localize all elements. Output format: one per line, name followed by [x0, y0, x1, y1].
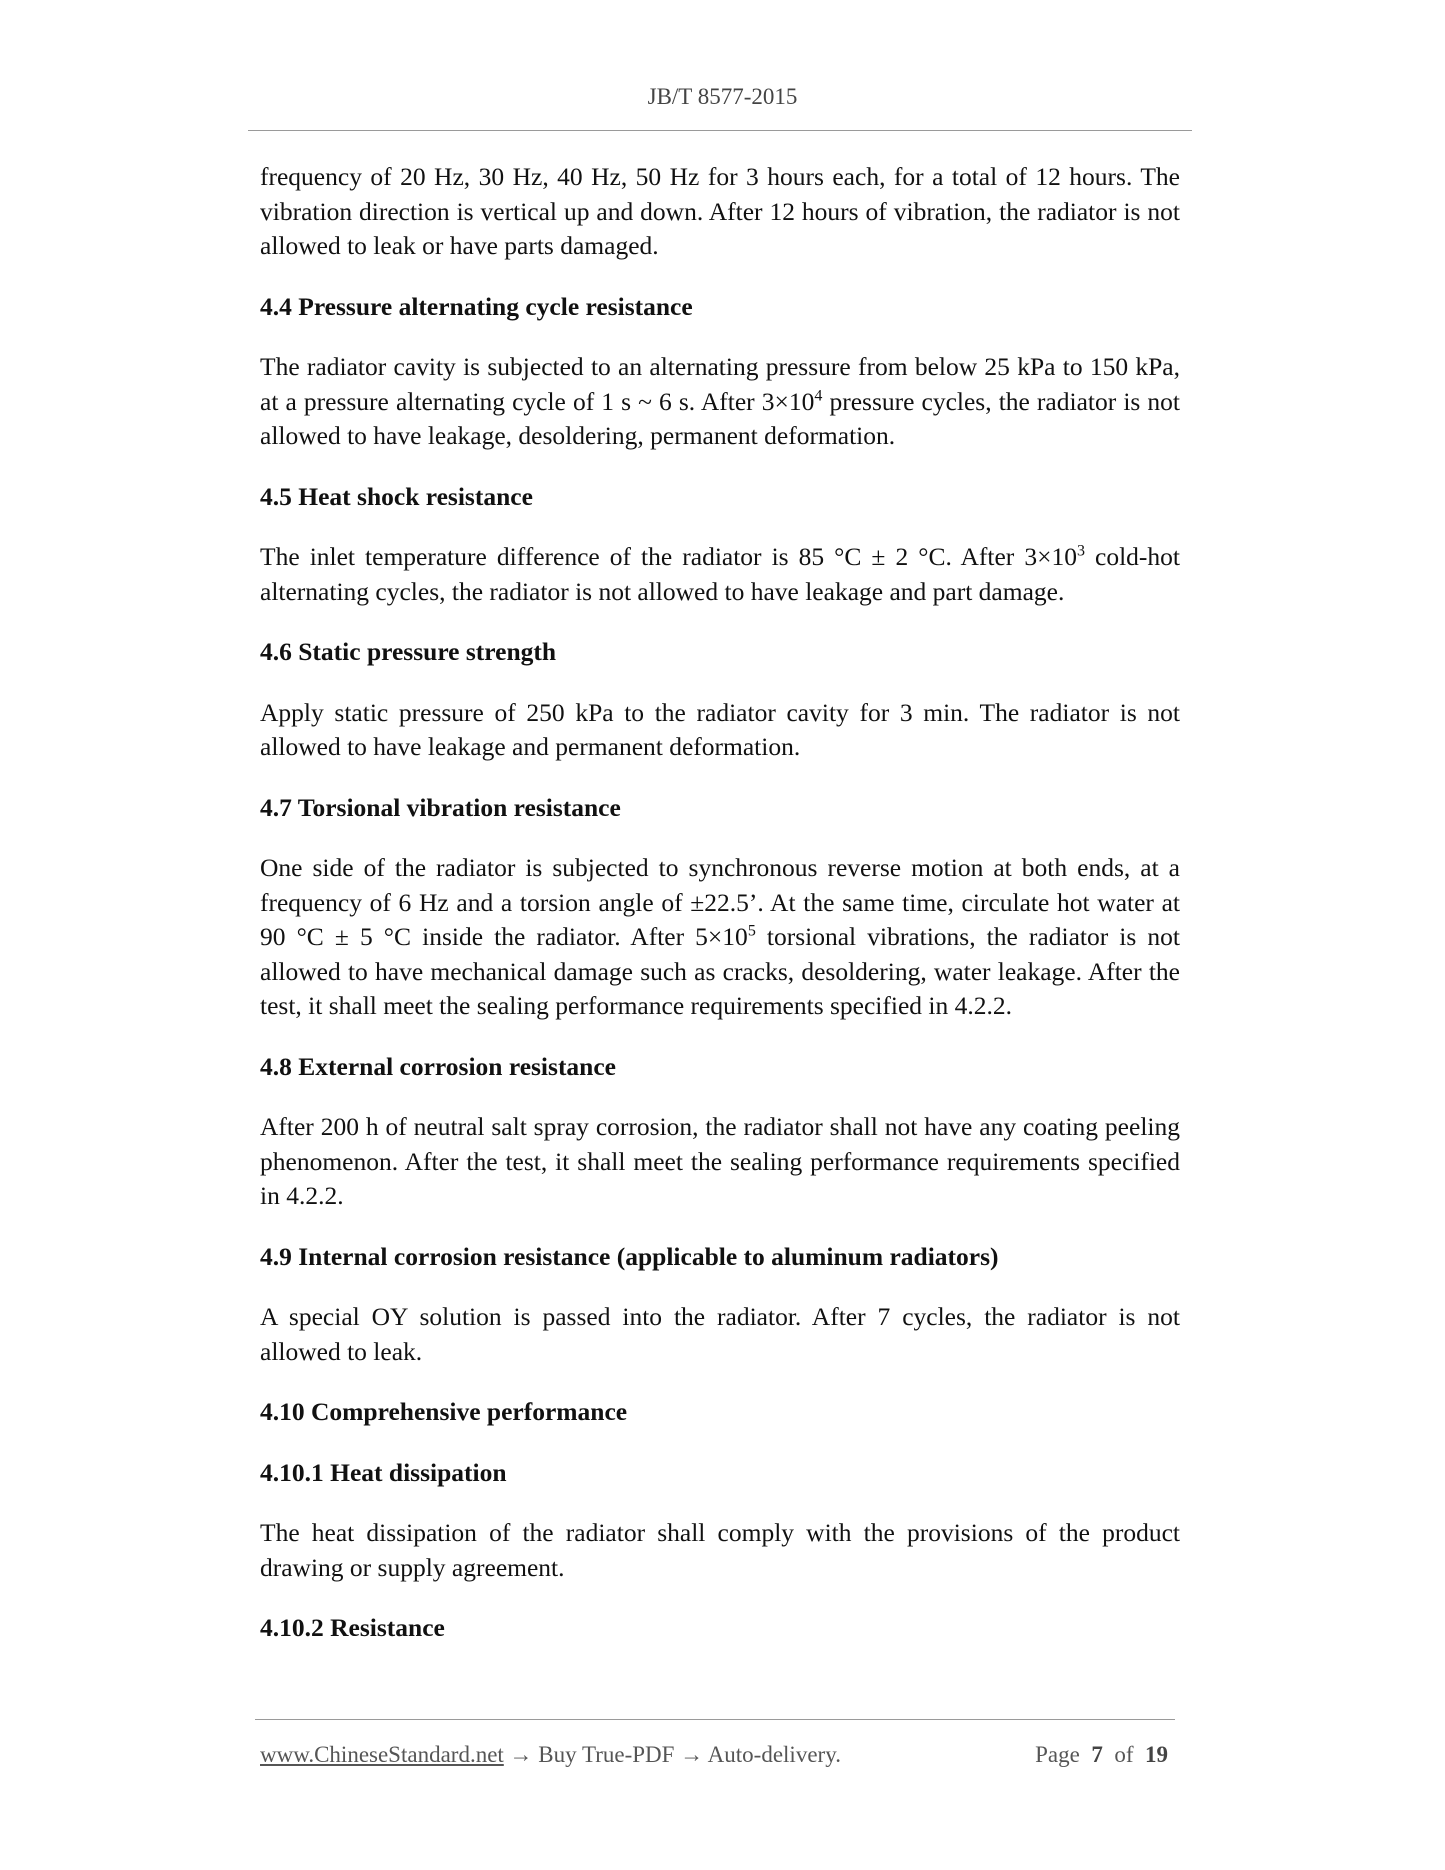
section-4-4-exponent: 4 [814, 387, 823, 404]
page-of: of [1114, 1742, 1134, 1767]
section-4-10-1-paragraph: The heat dissipation of the radiator shall comply with the provisions of the product drawing or supply agreement. [260, 1518, 1180, 1582]
section-4-4-heading: 4.4 Pressure alternating cycle resistance [260, 291, 693, 321]
page-label: Page [1035, 1742, 1080, 1767]
document-id-header: JB/T 8577-2015 [647, 84, 798, 109]
section-4-7-text-a: One side of the radiator is subjected to synchronous reverse motion at both ends, at a frequency of 6 Hz and a torsion angle of ±22.5’. At the same time, circulate hot water at 90 °C ± 5 °C inside the radiator. After 5×10 [260, 853, 1180, 951]
section-4-9-heading: 4.9 Internal corrosion resistance (applicable to aluminum radiators) [260, 1241, 999, 1271]
section-4-10-heading: 4.10 Comprehensive performance [260, 1397, 628, 1426]
section-4-5-paragraph [260, 540, 1180, 609]
section-4-5-exponent: 3 [1076, 542, 1085, 560]
header-divider [248, 130, 1192, 131]
buy-text: Buy True-PDF [538, 1742, 675, 1767]
section-4-7-paragraph [260, 851, 1180, 1024]
section-4-5-heading: 4.5 Heat shock resistance [260, 481, 533, 511]
section-4-10-2-heading: 4.10.2 Resistance [260, 1613, 445, 1642]
section-4-4-text-a: The radiator cavity is subjected to an alternating pressure from below 25 kPa to 150 kPa, at a pressure alternating cycle of 1 s ~ 6 s. After 3×10 [260, 352, 1180, 416]
page-total: 19 [1145, 1742, 1168, 1767]
section-4-4-paragraph [260, 350, 1180, 454]
section-4-8-paragraph: After 200 h of neutral salt spray corrosion, the radiator shall not have any coating peeling phenomenon. After the test, it shall meet the sealing performance requirements specified in 4.2.2. [260, 1112, 1180, 1210]
section-4-6-heading: 4.6 Static pressure strength [260, 637, 557, 666]
section-4-7-exponent: 5 [747, 922, 756, 940]
section-4-10-1-heading: 4.10.1 Heat dissipation [260, 1457, 507, 1487]
page-number [1035, 1742, 1168, 1768]
arrow-icon: → [674, 1742, 708, 1767]
section-4-8-heading: 4.8 External corrosion resistance [260, 1051, 617, 1081]
section-4-5-text-a: The inlet temperature difference of the radiator is 85 °C ± 2 °C. After 3×10 [260, 542, 1077, 571]
section-4-6-paragraph: Apply static pressure of 250 kPa to the radiator cavity for 3 min. The radiator is not allowed to have leakage and permanent deformation. [260, 697, 1180, 761]
section-4-4-text-b: pressure cycles, the radiator is not allowed to have leakage, desoldering, permanent deformation. [260, 386, 1180, 450]
delivery-text: Auto-delivery. [707, 1742, 841, 1767]
site-link[interactable]: www.ChineseStandard.net [260, 1742, 504, 1767]
footer-divider [255, 1719, 1175, 1720]
section-4-7-text-b: torsional vibrations, the radiator is not allowed to have mechanical damage such as cracks, desoldering, water leakage. After the test, it shall meet the sealing performance requirements specified in 4.2.2. [260, 922, 1180, 1020]
arrow-icon: → [503, 1742, 539, 1767]
page-current: 7 [1091, 1742, 1103, 1767]
footer-promo [260, 1742, 841, 1768]
intro-paragraph: frequency of 20 Hz, 30 Hz, 40 Hz, 50 Hz for 3 hours each, for a total of 12 hours. The vibration direction is vertical up and down. After 12 hours of vibration, the radiator is not allowed to leak or have parts damaged. [260, 162, 1180, 260]
section-4-5-text-b: cold-hot alternating cycles, the radiator is not allowed to have leakage and part damage. [260, 542, 1180, 606]
section-4-7-heading: 4.7 Torsional vibration resistance [260, 792, 621, 822]
document-body [260, 160, 1180, 1672]
section-4-9-paragraph: A special OY solution is passed into the radiator. After 7 cycles, the radiator is not allowed to leak. [260, 1302, 1180, 1366]
